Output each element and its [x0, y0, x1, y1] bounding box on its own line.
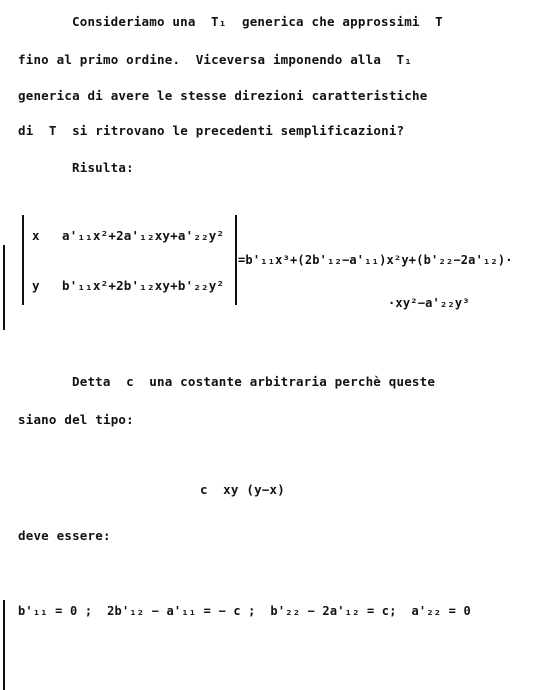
determinant-rhs-line1: =b'₁₁x³+(2b'₁₂−a'₁₁)x²y+(b'₂₂−2a'₁₂)·	[238, 253, 513, 267]
paragraph2-line1: Detta c una costante arbitraria perchè queste	[72, 374, 436, 389]
determinant-left-bar	[22, 215, 24, 305]
paragraph1-line1: Consideriamo una T₁ generica che approssimi T	[72, 14, 443, 29]
determinant-row1-expr: a'₁₁x²+2a'₁₂xy+a'₂₂y²	[62, 228, 225, 243]
determinant-row2-expr: b'₁₁x²+2b'₁₂xy+b'₂₂y²	[62, 278, 225, 293]
paragraph1-line4: di T si ritrovano le precedenti semplificazioni?	[18, 123, 405, 138]
determinant-row1-var: x	[32, 228, 40, 243]
left-edge-mark	[3, 245, 5, 330]
risulta-label: Risulta:	[72, 160, 134, 175]
formula-line: c xy (y−x)	[200, 482, 285, 497]
paragraph2-line2: siano del tipo:	[18, 412, 134, 427]
paragraph1-line3: generica di avere le stesse direzioni caratteristiche	[18, 88, 428, 103]
paragraph1-line2: fino al primo ordine. Viceversa imponendo alla T₁	[18, 52, 413, 67]
determinant-row2-var: y	[32, 278, 40, 293]
determinant-rhs-line2: ·xy²−a'₂₂y³	[388, 296, 470, 310]
left-edge-mark-lower	[3, 600, 5, 690]
determinant-right-bar	[235, 215, 237, 305]
deve-essere-label: deve essere:	[18, 528, 111, 543]
conditions-line: b'₁₁ = 0 ; 2b'₁₂ − a'₁₁ = − c ; b'₂₂ − 2a'₁₂ = c; a'₂₂ = 0	[18, 604, 471, 618]
